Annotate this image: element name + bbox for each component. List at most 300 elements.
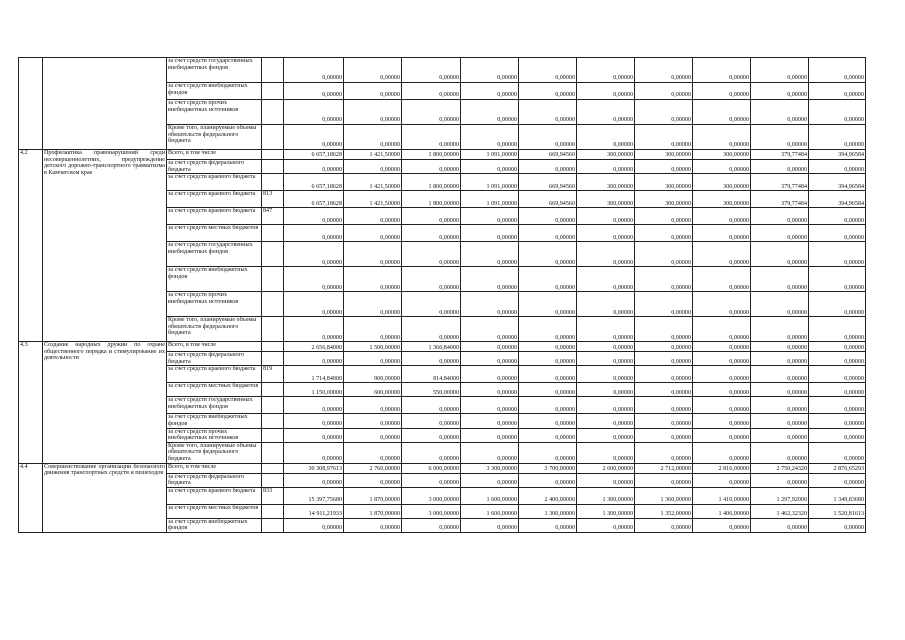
- amount-cell: 0,00000: [284, 242, 344, 267]
- amount-cell: 0,00000: [635, 352, 693, 366]
- amount-cell: 0,00000: [809, 58, 866, 83]
- amount-cell: 1 091,00000: [461, 191, 519, 208]
- amount-cell: 0,00000: [519, 58, 577, 83]
- budget-code: [262, 504, 284, 518]
- funding-source: Всего, в том числе: [167, 342, 262, 352]
- budget-code: 813: [262, 191, 284, 208]
- amount-cell: 1 421,50000: [344, 150, 402, 160]
- amount-cell: 6 657,18628: [284, 174, 344, 191]
- amount-cell: 1 800,00000: [402, 150, 461, 160]
- amount-cell: 1 300,00000: [519, 504, 577, 518]
- amount-cell: 0,00000: [693, 100, 751, 125]
- budget-code: [262, 58, 284, 83]
- amount-cell: 0,00000: [519, 366, 577, 383]
- amount-cell: 0,00000: [344, 83, 402, 100]
- amount-cell: 0,00000: [461, 225, 519, 242]
- amount-cell: 1 714,84000: [284, 366, 344, 383]
- amount-cell: 0,00000: [519, 83, 577, 100]
- amount-cell: 0,00000: [809, 242, 866, 267]
- amount-cell: 1 800,00000: [402, 191, 461, 208]
- amount-cell: 300,00000: [577, 150, 635, 160]
- amount-cell: 0,00000: [519, 342, 577, 352]
- amount-cell: 0,00000: [519, 292, 577, 317]
- amount-cell: 0,00000: [809, 100, 866, 125]
- amount-cell: 0,00000: [693, 83, 751, 100]
- amount-cell: 300,00000: [693, 150, 751, 160]
- amount-cell: 0,00000: [693, 125, 751, 150]
- amount-cell: 0,00000: [344, 414, 402, 428]
- amount-cell: 0,00000: [577, 100, 635, 125]
- amount-cell: 0,00000: [809, 442, 866, 463]
- amount-cell: 0,00000: [577, 125, 635, 150]
- amount-cell: 394,96584: [809, 174, 866, 191]
- amount-cell: 1 300,00000: [577, 487, 635, 504]
- amount-cell: 3 300,00000: [461, 463, 519, 473]
- funding-source: за счет средств внебюджетных фондов: [167, 518, 262, 532]
- amount-cell: 0,00000: [519, 208, 577, 225]
- table-row: [19, 150, 866, 160]
- amount-cell: 0,00000: [461, 342, 519, 352]
- item-number: 4.3: [19, 342, 43, 463]
- amount-cell: 300,00000: [693, 174, 751, 191]
- amount-cell: 1 150,00000: [284, 383, 344, 397]
- amount-cell: 300,00000: [577, 191, 635, 208]
- amount-cell: 0,00000: [519, 125, 577, 150]
- amount-cell: 669,94560: [519, 150, 577, 160]
- amount-cell: 0,00000: [284, 225, 344, 242]
- amount-cell: 1 421,50000: [344, 174, 402, 191]
- amount-cell: 0,00000: [344, 317, 402, 342]
- amount-cell: 1 520,81613: [809, 504, 866, 518]
- funding-source: за счет средств федерального бюджета: [167, 473, 262, 487]
- funding-source: за счет средств государственных внебюджетных фондов: [167, 58, 262, 83]
- amount-cell: 0,00000: [635, 397, 693, 414]
- amount-cell: 0,00000: [751, 225, 809, 242]
- amount-cell: 0,00000: [344, 352, 402, 366]
- amount-cell: 1 349,83680: [809, 487, 866, 504]
- amount-cell: 3 000,00000: [402, 504, 461, 518]
- amount-cell: 2 750,24320: [751, 463, 809, 473]
- funding-source: за счет средств внебюджетных фондов: [167, 83, 262, 100]
- budget-code: [262, 150, 284, 160]
- amount-cell: 0,00000: [461, 317, 519, 342]
- table-row: [19, 463, 866, 473]
- budget-code: [262, 383, 284, 397]
- budget-code: [262, 442, 284, 463]
- amount-cell: 0,00000: [809, 414, 866, 428]
- amount-cell: 0,00000: [635, 58, 693, 83]
- amount-cell: 3 700,00000: [519, 463, 577, 473]
- amount-cell: 1 406,00000: [693, 504, 751, 518]
- funding-source: Кроме того, планируемые объемы обязательств федерального бюджета: [167, 442, 262, 463]
- amount-cell: 0,00000: [693, 58, 751, 83]
- amount-cell: 0,00000: [344, 125, 402, 150]
- amount-cell: 0,00000: [461, 397, 519, 414]
- amount-cell: 300,00000: [693, 191, 751, 208]
- amount-cell: 0,00000: [284, 83, 344, 100]
- amount-cell: 0,00000: [461, 100, 519, 125]
- amount-cell: 0,00000: [693, 317, 751, 342]
- amount-cell: 0,00000: [461, 366, 519, 383]
- amount-cell: 0,00000: [635, 267, 693, 292]
- amount-cell: 0,00000: [809, 352, 866, 366]
- amount-cell: 1 600,00000: [461, 504, 519, 518]
- amount-cell: 0,00000: [577, 317, 635, 342]
- amount-cell: 0,00000: [461, 83, 519, 100]
- amount-cell: 0,00000: [635, 428, 693, 442]
- table-row: [19, 342, 866, 352]
- amount-cell: 0,00000: [577, 366, 635, 383]
- amount-cell: 0,00000: [693, 473, 751, 487]
- amount-cell: 0,00000: [809, 397, 866, 414]
- amount-cell: 0,00000: [519, 225, 577, 242]
- amount-cell: 30 308,97613: [284, 463, 344, 473]
- amount-cell: 2 400,00000: [519, 487, 577, 504]
- amount-cell: 0,00000: [519, 100, 577, 125]
- amount-cell: 0,00000: [284, 160, 344, 174]
- funding-source: за счет средств краевого бюджета: [167, 174, 262, 191]
- amount-cell: 0,00000: [751, 473, 809, 487]
- amount-cell: 0,00000: [635, 342, 693, 352]
- amount-cell: 669,94560: [519, 174, 577, 191]
- amount-cell: 0,00000: [577, 225, 635, 242]
- amount-cell: 550,00000: [402, 383, 461, 397]
- amount-cell: 0,00000: [635, 292, 693, 317]
- amount-cell: 669,94560: [519, 191, 577, 208]
- amount-cell: 300,00000: [635, 174, 693, 191]
- amount-cell: 14 911,21933: [284, 504, 344, 518]
- amount-cell: 0,00000: [577, 160, 635, 174]
- amount-cell: 0,00000: [519, 518, 577, 532]
- amount-cell: 0,00000: [635, 518, 693, 532]
- amount-cell: 0,00000: [519, 397, 577, 414]
- budget-code: [262, 473, 284, 487]
- budget-code: [262, 352, 284, 366]
- budget-code: [262, 292, 284, 317]
- amount-cell: 0,00000: [284, 125, 344, 150]
- amount-cell: 1 091,00000: [461, 150, 519, 160]
- amount-cell: 0,00000: [461, 473, 519, 487]
- amount-cell: 0,00000: [344, 397, 402, 414]
- amount-cell: 0,00000: [751, 518, 809, 532]
- amount-cell: 0,00000: [577, 352, 635, 366]
- amount-cell: 0,00000: [284, 100, 344, 125]
- amount-cell: 2 656,84000: [284, 342, 344, 352]
- amount-cell: 0,00000: [809, 342, 866, 352]
- amount-cell: 0,00000: [402, 58, 461, 83]
- amount-cell: 0,00000: [577, 473, 635, 487]
- amount-cell: 0,00000: [344, 208, 402, 225]
- amount-cell: 2 712,00000: [635, 463, 693, 473]
- amount-cell: 0,00000: [344, 242, 402, 267]
- amount-cell: 0,00000: [577, 208, 635, 225]
- amount-cell: 0,00000: [344, 160, 402, 174]
- amount-cell: 0,00000: [635, 442, 693, 463]
- amount-cell: 1 500,00000: [344, 342, 402, 352]
- amount-cell: 0,00000: [577, 428, 635, 442]
- budget-code: [262, 267, 284, 292]
- amount-cell: 0,00000: [809, 518, 866, 532]
- amount-cell: 0,00000: [693, 342, 751, 352]
- amount-cell: 0,00000: [461, 383, 519, 397]
- amount-cell: 0,00000: [284, 518, 344, 532]
- amount-cell: 0,00000: [519, 352, 577, 366]
- amount-cell: 0,00000: [693, 292, 751, 317]
- table-row: [19, 58, 866, 83]
- amount-cell: 0,00000: [402, 397, 461, 414]
- item-title: Профилактика правонарушений среди несовершеннолетних, предупреждение детского дорожно-транспортного травматизма в Камчатском крае: [43, 150, 167, 342]
- funding-source: Всего, в том числе: [167, 150, 262, 160]
- funding-source: за счет средств прочих внебюджетных источников: [167, 428, 262, 442]
- amount-cell: 0,00000: [461, 160, 519, 174]
- amount-cell: 0,00000: [402, 442, 461, 463]
- amount-cell: 0,00000: [461, 242, 519, 267]
- amount-cell: 0,00000: [402, 428, 461, 442]
- item-title: Создание народных дружин по охране общественного порядка и стимулирование их деятельности: [43, 342, 167, 463]
- funding-source: за счет средств местных бюджетов: [167, 225, 262, 242]
- amount-cell: 1 410,00000: [693, 487, 751, 504]
- amount-cell: 0,00000: [344, 225, 402, 242]
- amount-cell: 0,00000: [577, 267, 635, 292]
- amount-cell: 0,00000: [693, 267, 751, 292]
- amount-cell: 0,00000: [284, 292, 344, 317]
- amount-cell: 0,00000: [402, 518, 461, 532]
- amount-cell: 15 397,75680: [284, 487, 344, 504]
- amount-cell: 0,00000: [809, 317, 866, 342]
- amount-cell: 0,00000: [577, 383, 635, 397]
- amount-cell: 0,00000: [751, 383, 809, 397]
- amount-cell: 0,00000: [635, 473, 693, 487]
- amount-cell: 6 657,18628: [284, 191, 344, 208]
- funding-source: за счет средств внебюджетных фондов: [167, 267, 262, 292]
- amount-cell: 0,00000: [519, 473, 577, 487]
- amount-cell: 0,00000: [284, 352, 344, 366]
- amount-cell: 0,00000: [402, 292, 461, 317]
- amount-cell: 0,00000: [635, 242, 693, 267]
- amount-cell: 0,00000: [751, 342, 809, 352]
- amount-cell: 0,00000: [635, 317, 693, 342]
- budget-code: [262, 83, 284, 100]
- budget-code: [262, 463, 284, 473]
- item-title: [43, 58, 167, 150]
- amount-cell: 0,00000: [635, 366, 693, 383]
- funding-source: за счет средств федерального бюджета: [167, 160, 262, 174]
- amount-cell: 379,77484: [751, 191, 809, 208]
- amount-cell: 0,00000: [461, 352, 519, 366]
- amount-cell: 0,00000: [577, 83, 635, 100]
- amount-cell: 0,00000: [809, 125, 866, 150]
- amount-cell: 1 800,00000: [402, 174, 461, 191]
- amount-cell: 0,00000: [461, 58, 519, 83]
- amount-cell: 0,00000: [693, 428, 751, 442]
- amount-cell: 0,00000: [751, 397, 809, 414]
- amount-cell: 0,00000: [519, 414, 577, 428]
- amount-cell: 1 352,00000: [635, 504, 693, 518]
- amount-cell: 0,00000: [519, 242, 577, 267]
- budget-code: [262, 414, 284, 428]
- amount-cell: 0,00000: [344, 428, 402, 442]
- amount-cell: 0,00000: [577, 292, 635, 317]
- amount-cell: 0,00000: [344, 100, 402, 125]
- amount-cell: 0,00000: [751, 317, 809, 342]
- amount-cell: 0,00000: [344, 267, 402, 292]
- amount-cell: 0,00000: [402, 225, 461, 242]
- amount-cell: 6 657,18628: [284, 150, 344, 160]
- item-number: [19, 58, 43, 150]
- funding-source: за счет средств местных бюджетов: [167, 383, 262, 397]
- amount-cell: 0,00000: [344, 442, 402, 463]
- amount-cell: 1 870,00000: [344, 504, 402, 518]
- amount-cell: 0,00000: [635, 225, 693, 242]
- amount-cell: 0,00000: [461, 125, 519, 150]
- amount-cell: 0,00000: [693, 366, 751, 383]
- amount-cell: 0,00000: [577, 58, 635, 83]
- amount-cell: 0,00000: [635, 383, 693, 397]
- amount-cell: 1 091,00000: [461, 174, 519, 191]
- amount-cell: 1 366,84000: [402, 342, 461, 352]
- amount-cell: 0,00000: [693, 518, 751, 532]
- budget-code: [262, 242, 284, 267]
- amount-cell: 0,00000: [402, 100, 461, 125]
- amount-cell: 900,00000: [344, 366, 402, 383]
- amount-cell: 0,00000: [635, 208, 693, 225]
- budget-code: [262, 518, 284, 532]
- funding-source: Всего, в том числе: [167, 463, 262, 473]
- amount-cell: 0,00000: [284, 414, 344, 428]
- amount-cell: 0,00000: [751, 58, 809, 83]
- amount-cell: 0,00000: [461, 518, 519, 532]
- amount-cell: 814,84000: [402, 366, 461, 383]
- amount-cell: 0,00000: [809, 428, 866, 442]
- amount-cell: 0,00000: [519, 428, 577, 442]
- amount-cell: 0,00000: [577, 397, 635, 414]
- funding-source: Кроме того, планируемые объемы обязательств федерального бюджета: [167, 125, 262, 150]
- budget-code: 819: [262, 366, 284, 383]
- amount-cell: 1 360,00000: [635, 487, 693, 504]
- amount-cell: 379,77484: [751, 150, 809, 160]
- amount-cell: 2 760,00000: [344, 463, 402, 473]
- amount-cell: 0,00000: [402, 83, 461, 100]
- amount-cell: 0,00000: [461, 292, 519, 317]
- amount-cell: 0,00000: [461, 428, 519, 442]
- amount-cell: 0,00000: [693, 352, 751, 366]
- amount-cell: 0,00000: [693, 208, 751, 225]
- amount-cell: 394,96584: [809, 191, 866, 208]
- amount-cell: 0,00000: [751, 428, 809, 442]
- funding-source: за счет средств краевого бюджета: [167, 487, 262, 504]
- amount-cell: 0,00000: [461, 442, 519, 463]
- budget-code: 847: [262, 208, 284, 225]
- funding-source: за счет средств прочих внебюджетных источников: [167, 292, 262, 317]
- budget-code: [262, 317, 284, 342]
- amount-cell: 0,00000: [344, 473, 402, 487]
- funding-source: за счет средств местных бюджетов: [167, 504, 262, 518]
- amount-cell: 0,00000: [751, 242, 809, 267]
- amount-cell: 0,00000: [693, 414, 751, 428]
- amount-cell: 0,00000: [284, 267, 344, 292]
- amount-cell: 0,00000: [809, 267, 866, 292]
- budget-code: 833: [262, 487, 284, 504]
- amount-cell: 0,00000: [344, 58, 402, 83]
- amount-cell: 0,00000: [577, 342, 635, 352]
- funding-source: за счет средств краевого бюджета: [167, 366, 262, 383]
- amount-cell: 0,00000: [402, 473, 461, 487]
- amount-cell: 0,00000: [519, 317, 577, 342]
- funding-source: за счет средств федерального бюджета: [167, 352, 262, 366]
- item-title: Совершенствование организации безопасного движения транспортных средств и пешеходов: [43, 463, 167, 532]
- amount-cell: 0,00000: [751, 352, 809, 366]
- amount-cell: 0,00000: [402, 160, 461, 174]
- amount-cell: 0,00000: [635, 414, 693, 428]
- amount-cell: 1 870,00000: [344, 487, 402, 504]
- amount-cell: 0,00000: [635, 83, 693, 100]
- amount-cell: 0,00000: [402, 352, 461, 366]
- amount-cell: 0,00000: [284, 473, 344, 487]
- amount-cell: 300,00000: [635, 191, 693, 208]
- amount-cell: 1 421,50000: [344, 191, 402, 208]
- amount-cell: 0,00000: [577, 242, 635, 267]
- amount-cell: 2 600,00000: [577, 463, 635, 473]
- amount-cell: 0,00000: [519, 160, 577, 174]
- amount-cell: 0,00000: [635, 125, 693, 150]
- amount-cell: 0,00000: [693, 397, 751, 414]
- budget-table: [18, 57, 866, 533]
- amount-cell: 0,00000: [751, 414, 809, 428]
- amount-cell: 0,00000: [809, 225, 866, 242]
- amount-cell: 0,00000: [461, 414, 519, 428]
- amount-cell: 0,00000: [402, 208, 461, 225]
- amount-cell: 0,00000: [693, 242, 751, 267]
- amount-cell: 0,00000: [809, 160, 866, 174]
- amount-cell: 0,00000: [461, 208, 519, 225]
- amount-cell: 6 000,00000: [402, 463, 461, 473]
- budget-code: [262, 160, 284, 174]
- budget-code: [262, 428, 284, 442]
- amount-cell: 0,00000: [751, 292, 809, 317]
- amount-cell: 0,00000: [751, 83, 809, 100]
- amount-cell: 379,77484: [751, 174, 809, 191]
- amount-cell: 0,00000: [635, 100, 693, 125]
- funding-source: за счет средств краевого бюджета: [167, 208, 262, 225]
- funding-source: за счет средств государственных внебюджетных фондов: [167, 397, 262, 414]
- amount-cell: 0,00000: [809, 473, 866, 487]
- budget-code: [262, 125, 284, 150]
- amount-cell: 0,00000: [402, 125, 461, 150]
- amount-cell: 0,00000: [809, 83, 866, 100]
- amount-cell: 0,00000: [284, 208, 344, 225]
- amount-cell: 0,00000: [809, 366, 866, 383]
- amount-cell: 0,00000: [751, 208, 809, 225]
- amount-cell: 0,00000: [284, 442, 344, 463]
- amount-cell: 0,00000: [693, 160, 751, 174]
- amount-cell: 0,00000: [519, 383, 577, 397]
- amount-cell: 0,00000: [751, 267, 809, 292]
- amount-cell: 0,00000: [284, 317, 344, 342]
- amount-cell: 0,00000: [402, 267, 461, 292]
- amount-cell: 0,00000: [751, 366, 809, 383]
- amount-cell: 0,00000: [402, 317, 461, 342]
- amount-cell: 0,00000: [577, 414, 635, 428]
- amount-cell: 1 300,00000: [577, 504, 635, 518]
- amount-cell: 0,00000: [344, 518, 402, 532]
- funding-source: за счет средств прочих внебюджетных источников: [167, 100, 262, 125]
- item-number: 4.4: [19, 463, 43, 532]
- amount-cell: 1 600,00000: [461, 487, 519, 504]
- item-number: 4.2: [19, 150, 43, 342]
- amount-cell: 0,00000: [751, 125, 809, 150]
- amount-cell: 1 297,92000: [751, 487, 809, 504]
- amount-cell: 0,00000: [577, 518, 635, 532]
